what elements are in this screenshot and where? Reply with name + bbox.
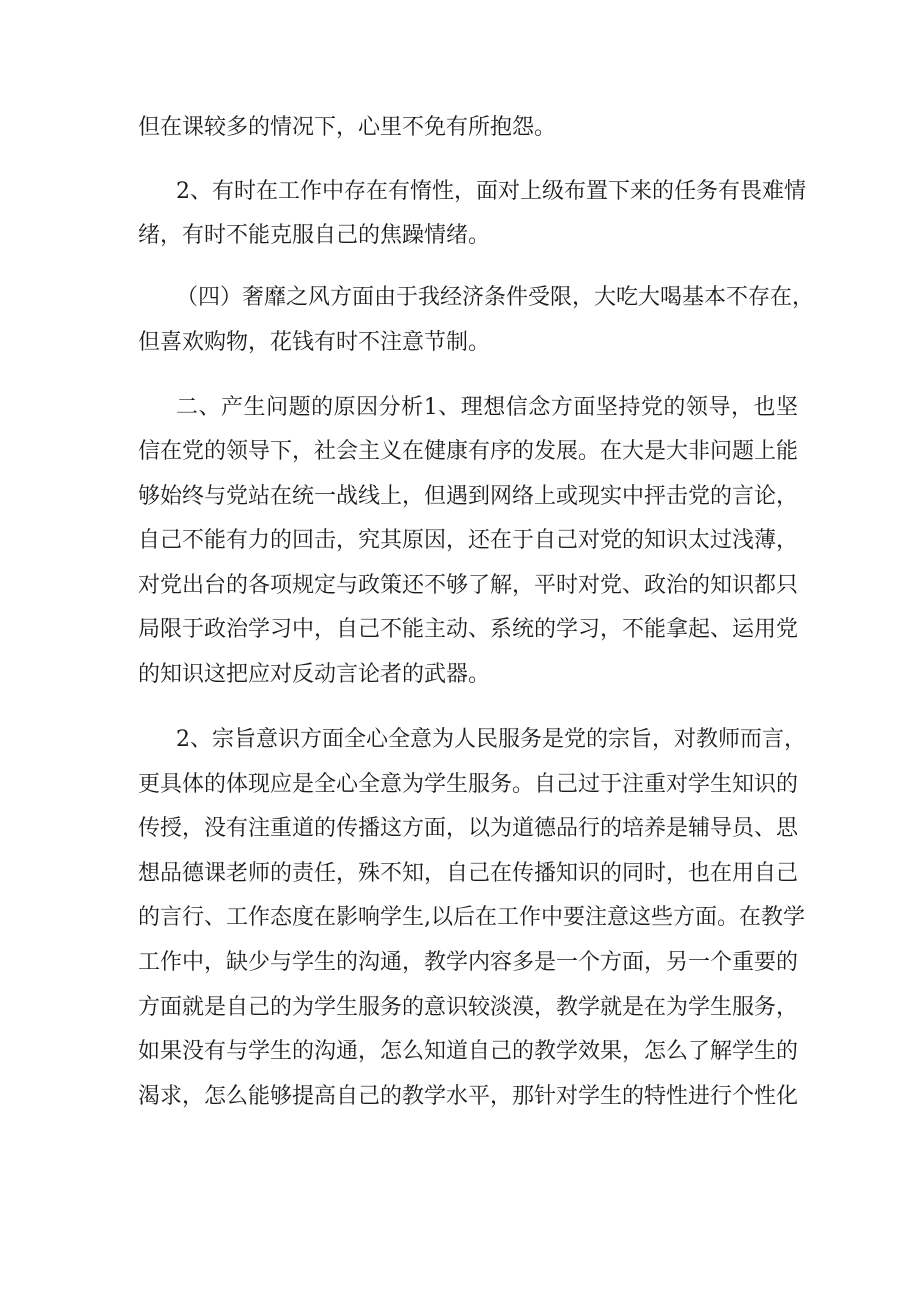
text-line: 对党出台的各项规定与政策还不够了解，平时对党、政治的知识都只 [138, 573, 799, 598]
text-line: 更具体的体现应是全心全意为学生服务。自己过于注重对学生知识的 [138, 772, 799, 797]
text-line: 二、产生问题的原因分析1、理想信念方面坚持党的领导，也坚 [176, 395, 798, 420]
text-line: 如果没有与学生的沟通，怎么知道自己的教学效果，怎么了解学生的 [138, 1039, 799, 1064]
text-line: 但喜欢购物，花钱有时不注意节制。 [138, 330, 491, 355]
text-line: 够始终与党站在统一战线上，但遇到网络上或现实中抨击党的言论， [138, 484, 799, 509]
text-line: 的知识这把应对反动言论者的武器。 [138, 662, 491, 687]
text-line: 自己不能有力的回击，究其原因，还在于自己对党的知识太过浅薄， [138, 528, 799, 553]
text-line: 工作中，缺少与学生的沟通，教学内容多是一个方面，另一个重要的 [138, 950, 799, 975]
text-line: 渴求，怎么能够提高自己的教学水平，那针对学生的特性进行个性化 [138, 1084, 799, 1109]
text-line: 2、宗旨意识方面全心全意为人民服务是党的宗旨，对教师而言， [176, 727, 806, 752]
text-line: 局限于政治学习中，自己不能主动、系统的学习，不能拿起、运用党 [138, 617, 799, 642]
text-line: 传授，没有注重道的传播这方面，以为道德品行的培养是辅导员、思 [138, 816, 799, 841]
text-line: 绪，有时不能克服自己的焦躁情绪。 [138, 223, 491, 248]
text-line: 2、有时在工作中存在有惰性，面对上级布置下来的任务有畏难情 [176, 179, 806, 204]
text-line: 信在党的领导下，社会主义在健康有序的发展。在大是大非问题上能 [138, 439, 799, 464]
text-line: 方面就是自己的为学生服务的意识较淡漠，教学就是在为学生服务， [138, 995, 799, 1020]
text-line: 但在课较多的情况下，心里不免有所抱怨。 [138, 115, 557, 140]
text-line: （四）奢靡之风方面由于我经济条件受限，大吃大喝基本不存在， [176, 285, 815, 310]
text-line: 的言行、工作态度在影响学生,以后在工作中要注意这些方面。在教学 [138, 905, 805, 930]
text-line: 想品德课老师的责任，殊不知，自己在传播知识的同时，也在用自己 [138, 861, 799, 886]
